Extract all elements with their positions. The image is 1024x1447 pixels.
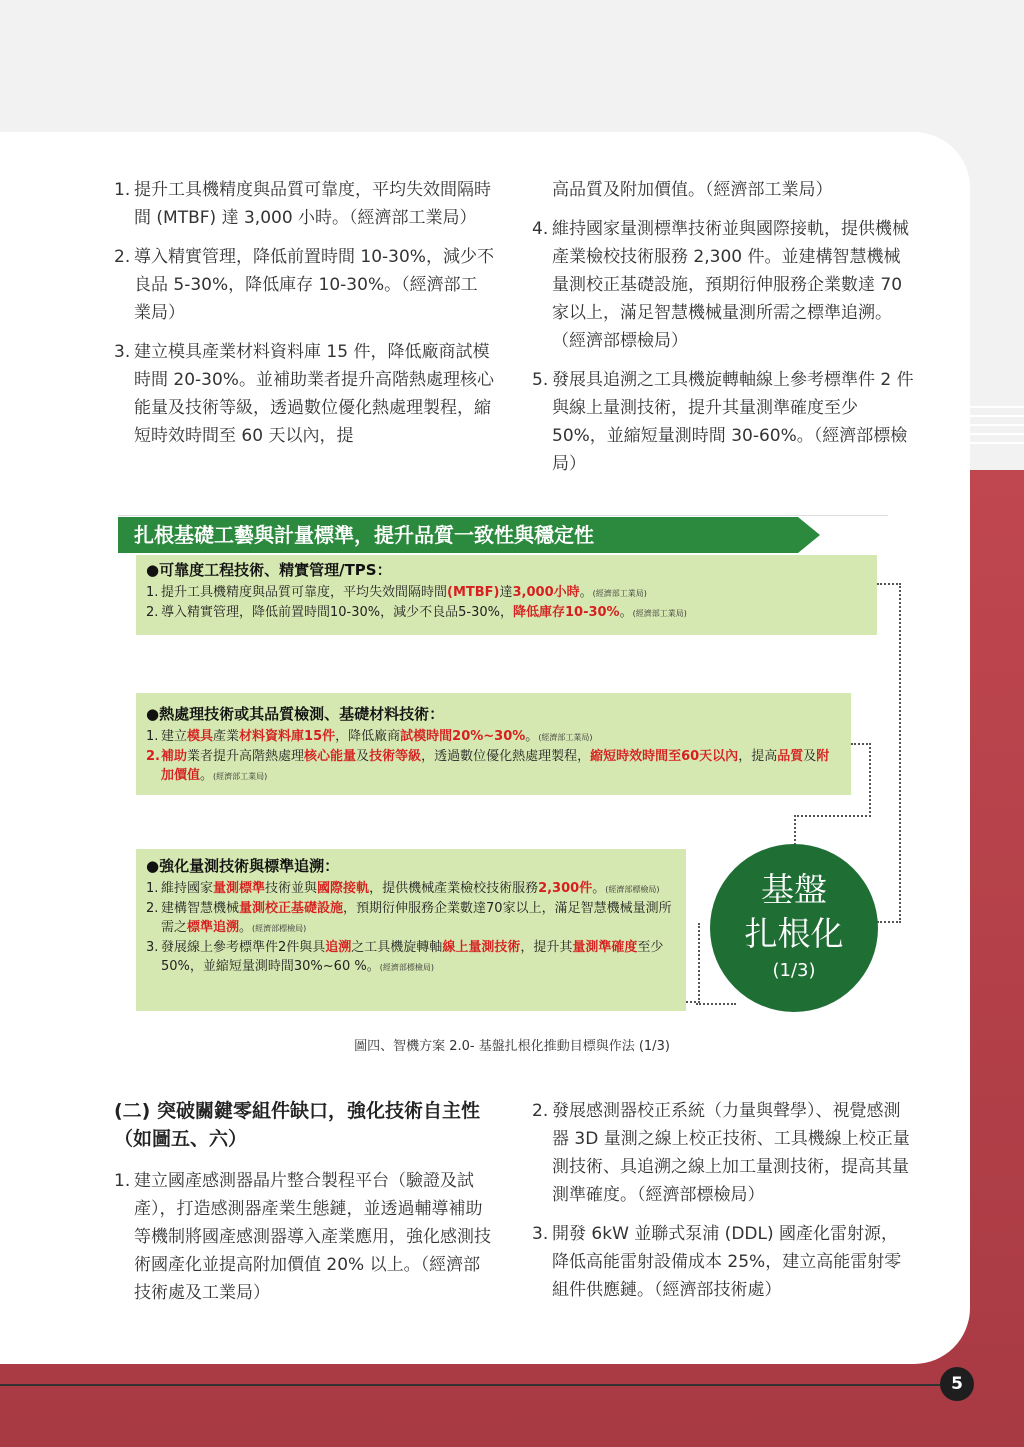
figure-diagram (118, 515, 888, 1015)
continued-text: 高品質及附加價值。（經濟部工業局） (552, 180, 833, 200)
item-text: 提升工具機精度與品質可靠度，平均失效間隔時間 (MTBF) 達 3,000 小時。（經濟部工業局） (134, 180, 491, 228)
figure-caption: 圖四、智機方案 2.0- 基盤扎根化推動目標與作法 (1/3) (354, 1039, 670, 1054)
diagram-top-rule (118, 515, 888, 516)
circle-line3: (1/3) (772, 960, 816, 981)
box-item: 3. 發展線上參考標準件2件與具追溯之工具機旋轉軸線上量測技術，提升其量測準確度至少50%，並縮短量測時間30%~60 %。(經濟部標檢局) (146, 940, 664, 974)
box-measurement (136, 849, 686, 1011)
box-item: 1. 建立模具產業材料資料庫15件，降低廠商試模時間20%~30%。(經濟部工業局) (146, 729, 593, 744)
footer-rule (0, 1384, 946, 1386)
list-item: 2. 導入精實管理，降低前置時間 10-30%，減少不良品 5-30%，降低庫存 10-30%。（經濟部工業局） (114, 247, 494, 323)
diagram-banner: 扎根基礎工藝與計量標準，提升品質一致性與穩定性 (118, 517, 798, 553)
bottom-right-column (532, 1097, 914, 1315)
bottom-left-column (114, 1097, 494, 1318)
circle-line1: 基盤 (761, 870, 827, 909)
connector-box1 (877, 583, 901, 923)
top-right-column (532, 176, 914, 489)
list-item: 3. 開發 6kW 並聯式泵浦 (DDL) 國產化雷射源，降低高能雷射設備成本 25%，建立高能雷射零組件供應鏈。（經濟部技術處） (532, 1224, 902, 1300)
page-number: 5 (940, 1367, 974, 1401)
item-text: 發展具追溯之工具機旋轉軸線上參考標準件 2 件與線上量測技術，提升其量測準確度至少 50%，並縮短量測時間 30-60%。（經濟部標檢局） (552, 370, 914, 474)
item-text: 開發 6kW 並聯式泵浦 (DDL) 國產化雷射源，降低高能雷射設備成本 25%，建立高能雷射零組件供應鏈。（經濟部技術處） (552, 1224, 902, 1300)
list-item: 2. 發展感測器校正系統（力量與聲學）、視覺感測器 3D 量測之線上校正技術、工具機線上校正量測技術、具追溯之線上加工量測技術，提高其量測準確度。（經濟部標檢局） (532, 1101, 910, 1205)
circle-line2: 扎根化 (744, 914, 844, 953)
box-item: 1. 維持國家量測標準技術並與國際接軌，提供機械產業檢校技術服務2,300件。(經濟部標檢局) (146, 881, 660, 896)
top-left-column (114, 176, 494, 461)
list-item: 4. 維持國家量測標準技術並與國際接軌，提供機械產業檢校技術服務 2,300 件。並建構智慧機械量測校正基礎設施，預期衍伸服務企業數達 70 家以上，滿足智慧機械量測所需之標準追溯。（經濟部標檢局） (532, 219, 909, 351)
box-item: 2. 補助業者提升高階熱處理核心能量及技術等級，透過數位優化熱處理製程，縮短時效時間至60天以內，提高品質及附加價值。(經濟部工業局) (146, 749, 830, 783)
list-item: 1. 建立國產感測器晶片整合製程平台（驗證及試產），打造感測器產業生態鏈，並透過輔導補助等機制將國產感測器導入產業應用，強化感測技術國產化並提高附加價值 20% 以上。（經濟部技術處及工業局） (114, 1171, 491, 1303)
box-item: 2. 建構智慧機械量測校正基礎設施，預期衍伸服務企業數達70家以上，滿足智慧機械量測所需之標準追溯。(經濟部標檢局) (146, 901, 672, 935)
box-title: ●強化量測技術與標準追溯： (146, 857, 340, 875)
box-title: ●熱處理技術或其品質檢測、基礎材料技術： (146, 705, 445, 723)
connector-box2-down (794, 815, 871, 845)
item-text: 建立模具產業材料資料庫 15 件，降低廠商試模時間 20-30%。並補助業者提升高階熱處理核心能量及技術等級，透過數位優化熱處理製程，縮短時效時間至 60 天以內，提 (134, 342, 494, 446)
section-heading: (二) 突破關鍵零組件缺口，強化技術自主性（如圖五、六） (114, 1100, 480, 1150)
banner-arrow-shape (798, 517, 820, 553)
item-text: 建立國產感測器晶片整合製程平台（驗證及試產），打造感測器產業生態鏈，並透過輔導補助等機制將國產感測器導入產業應用，強化感測技術國產化並提高附加價值 20% 以上。（經濟部技術處及工業局） (134, 1171, 491, 1303)
item-text: 維持國家量測標準技術並與國際接軌，提供機械產業檢校技術服務 2,300 件。並建構智慧機械量測校正基礎設施，預期衍伸服務企業數達 70 家以上，滿足智慧機械量測所需之標準追溯。（經濟部標檢局） (552, 219, 909, 351)
item-text: 發展感測器校正系統（力量與聲學）、視覺感測器 3D 量測之線上校正技術、工具機線上校正量測技術、具追溯之線上加工量測技術，提高其量測準確度。（經濟部標檢局） (552, 1101, 910, 1205)
list-item: 3. 建立模具產業材料資料庫 15 件，降低廠商試模時間 20-30%。並補助業者提升高階熱處理核心能量及技術等級，透過數位優化熱處理製程，縮短時效時間至 60 天以內，提 (114, 342, 494, 446)
base-rooting-circle (710, 844, 878, 1012)
item-text: 導入精實管理，降低前置時間 10-30%，減少不良品 5-30%，降低庫存 10-30%。（經濟部工業局） (134, 247, 494, 323)
list-item: 1. 提升工具機精度與品質可靠度，平均失效間隔時間 (MTBF) 達 3,000 小時。（經濟部工業局） (114, 180, 491, 228)
box-item: 2. 導入精實管理，降低前置時間10-30%，減少不良品5-30%，降低庫存10-30%。(經濟部工業局) (146, 605, 687, 620)
list-item: 5. 發展具追溯之工具機旋轉軸線上參考標準件 2 件與線上量測技術，提升其量測準確度至少 50%，並縮短量測時間 30-60%。（經濟部標檢局） (532, 370, 914, 474)
decorative-stripes (970, 406, 1024, 451)
box-item: 1. 提升工具機精度與品質可靠度，平均失效間隔時間(MTBF)達3,000小時。(經濟部工業局) (146, 585, 647, 600)
box-reliability (136, 555, 877, 635)
connector-box2 (851, 743, 871, 817)
box-title: ●可靠度工程技術、精實管理/TPS： (146, 561, 392, 579)
box-heat-treatment (136, 693, 851, 795)
